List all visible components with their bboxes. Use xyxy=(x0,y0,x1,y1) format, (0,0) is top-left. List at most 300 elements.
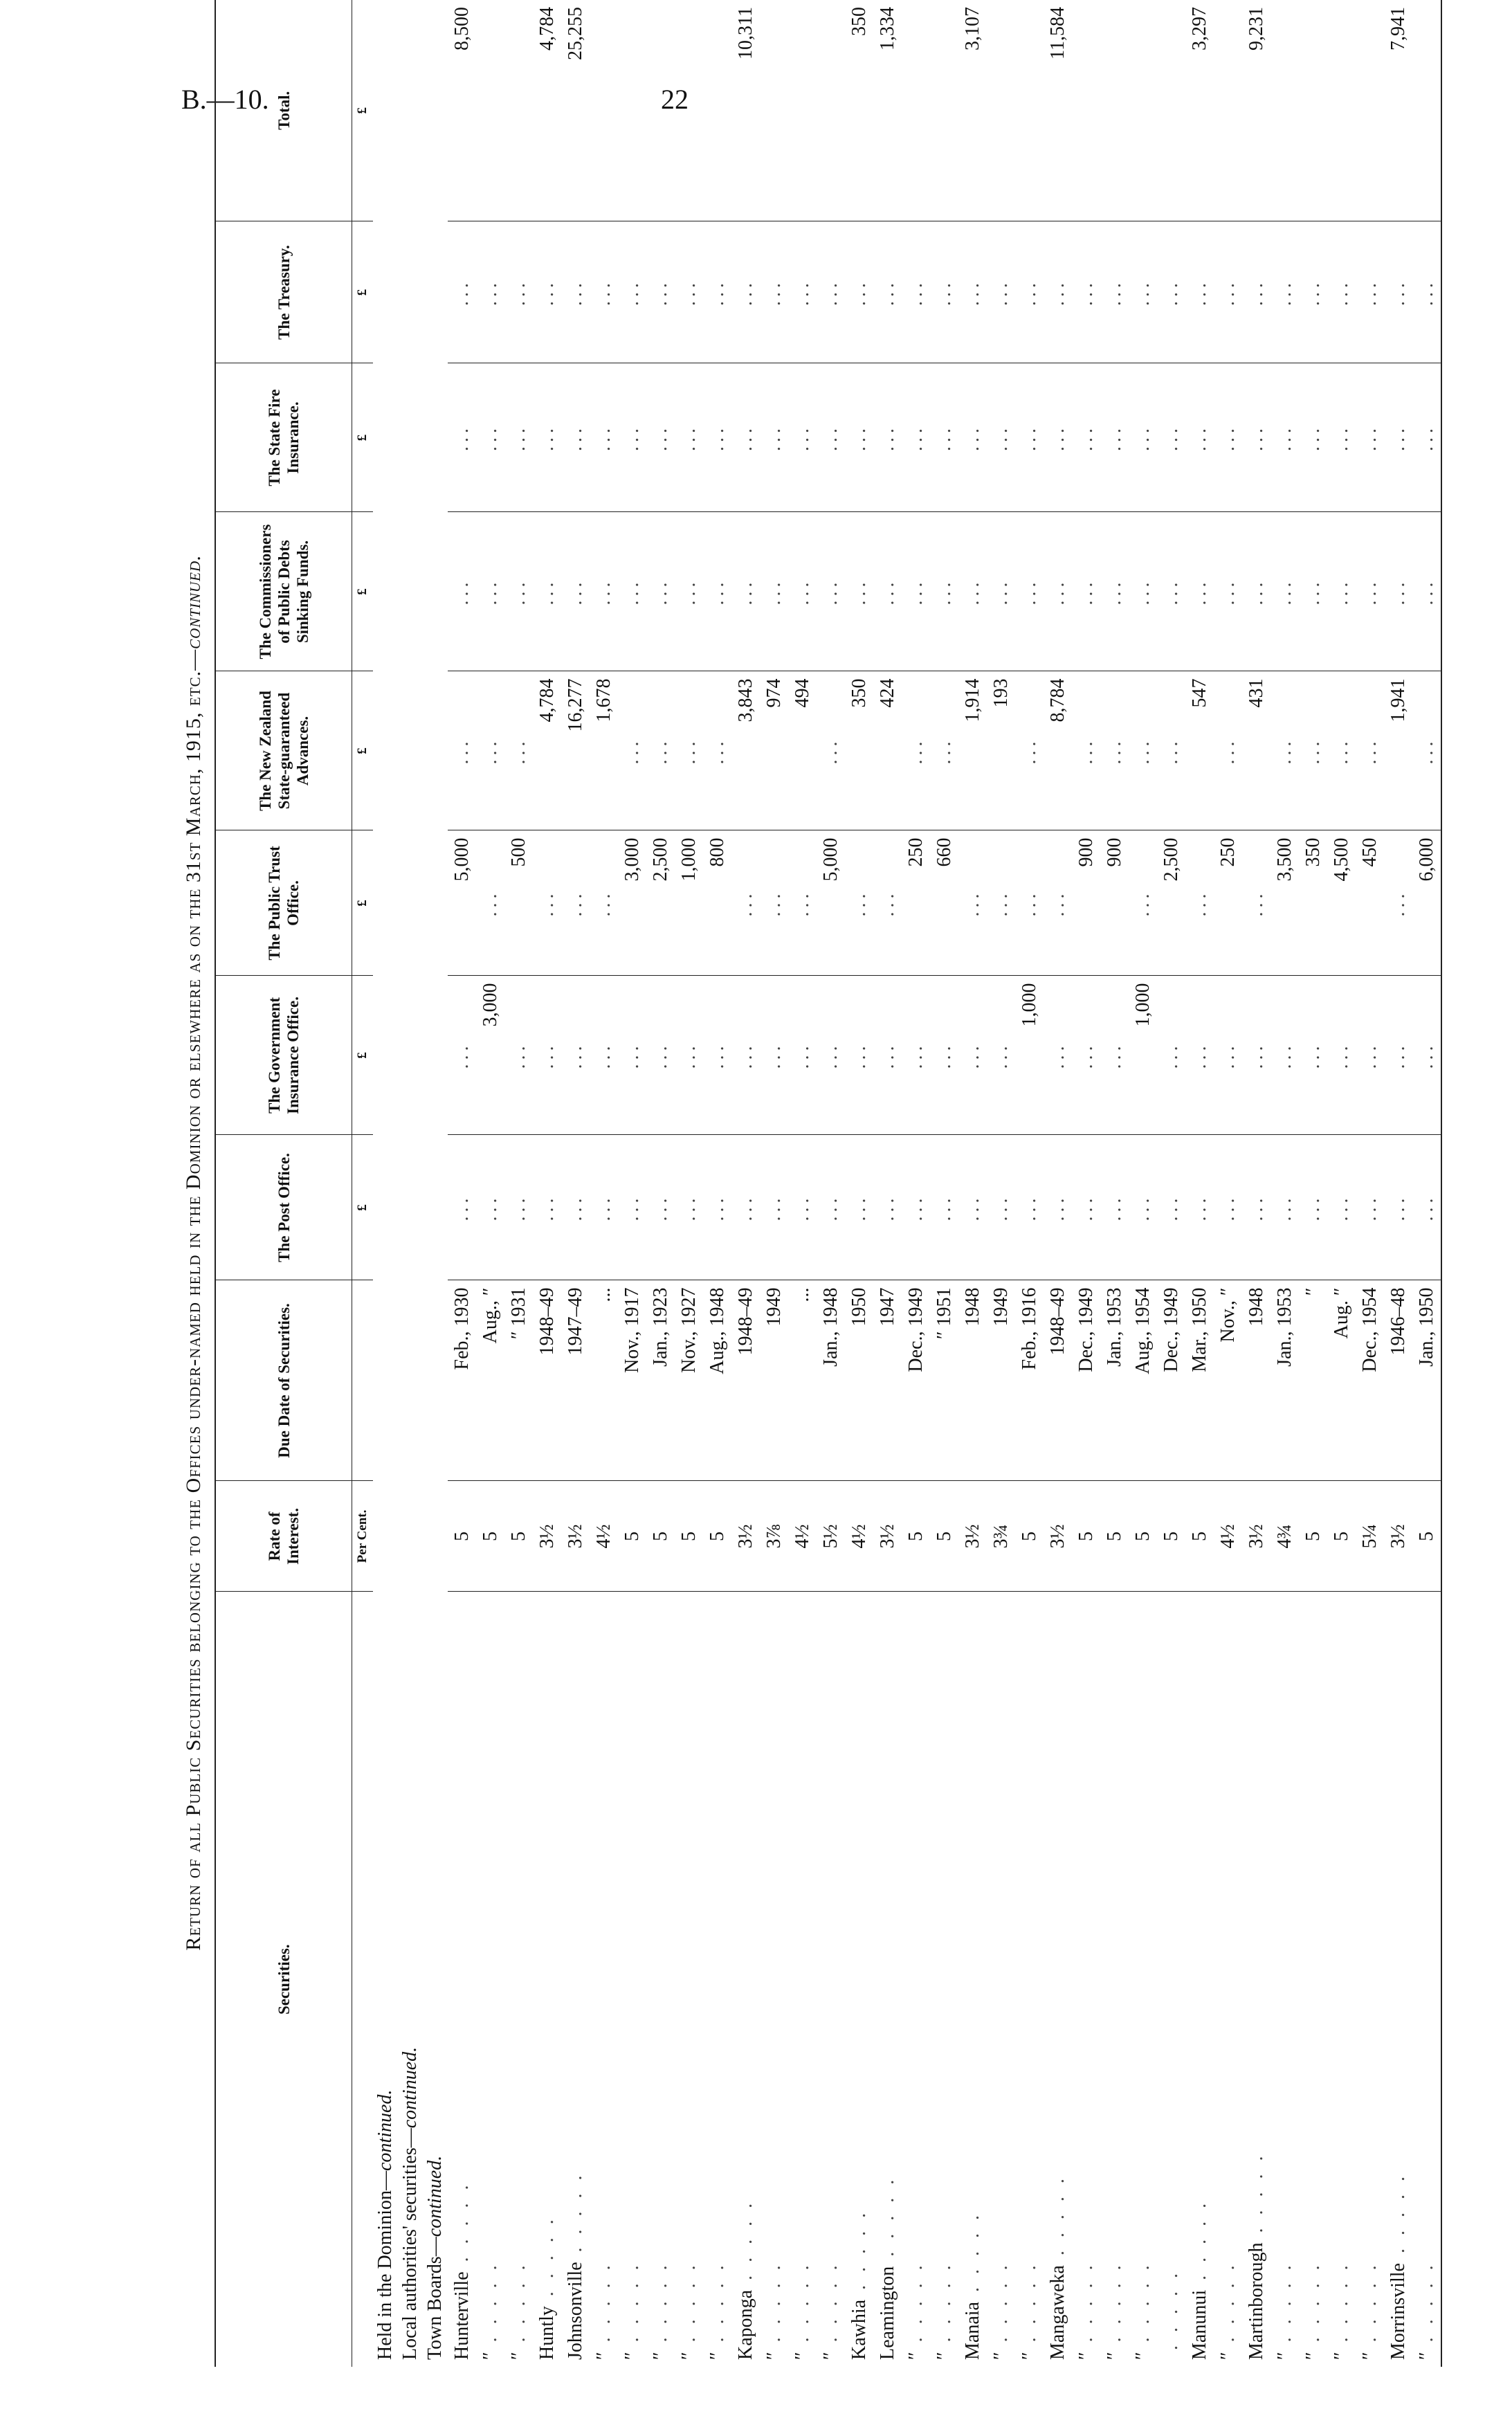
security-name: ″. . . . . xyxy=(1100,1592,1129,2367)
rate-cell: 4½ xyxy=(788,1481,817,1592)
treasury-cell: ... xyxy=(731,221,760,363)
security-name: ″. . . . . xyxy=(504,1592,533,2367)
fire-cell: ... xyxy=(1356,363,1384,512)
gio-cell: ... xyxy=(1299,976,1327,1135)
fire-cell: ... xyxy=(618,363,646,512)
fire-cell: ... xyxy=(1185,363,1214,512)
security-name: Huntly. . . . . xyxy=(533,1592,561,2367)
table-title xyxy=(173,138,215,2367)
fire-cell: ... xyxy=(845,363,873,512)
group-label: Town Boards—continued. xyxy=(424,2155,446,2360)
adv-cell: ... xyxy=(1327,671,1356,830)
total-cell xyxy=(646,0,675,221)
gio-cell: ... xyxy=(817,976,845,1135)
rate-cell: 3½ xyxy=(1384,1481,1412,1592)
gio-cell: ... xyxy=(873,976,902,1135)
total-cell: 3,297 xyxy=(1188,7,1210,51)
post-cell: ... xyxy=(1157,1135,1185,1280)
treasury-cell: ... xyxy=(1044,221,1072,363)
gio-cell: ... xyxy=(1384,976,1412,1135)
treasury-cell: ... xyxy=(788,221,817,363)
total-cell: 3,107 xyxy=(961,7,983,51)
table-row xyxy=(1384,0,1412,2367)
comm-cell: ... xyxy=(1214,512,1242,671)
treasury-cell: ... xyxy=(1242,221,1270,363)
adv-cell: 193 xyxy=(987,671,1015,830)
pto-cell: ... xyxy=(533,830,561,976)
adv-cell: ... xyxy=(1270,671,1299,830)
post-cell: ... xyxy=(958,1135,987,1280)
col-sinking-funds: The Commissioners of Public Debts Sinking Funds. xyxy=(215,512,352,671)
col-public-trust: The Public Trust Office. xyxy=(215,830,352,976)
gio-cell: ... xyxy=(788,976,817,1135)
treasury-cell: ... xyxy=(760,221,788,363)
adv-cell: ... xyxy=(817,671,845,830)
pto-cell: ... xyxy=(958,830,987,976)
comm-cell: ... xyxy=(533,512,561,671)
rate-cell: 4½ xyxy=(590,1481,618,1592)
table-row xyxy=(760,0,788,2367)
adv-cell: ... xyxy=(902,671,930,830)
group-label: Held in the Dominion—continued. xyxy=(374,2089,396,2360)
pto-cell: 900 xyxy=(1072,830,1100,976)
security-name: ″. . . . . xyxy=(703,1592,731,2367)
pto-cell: ... xyxy=(476,830,504,976)
comm-cell: ... xyxy=(1100,512,1129,671)
treasury-cell: ... xyxy=(930,221,958,363)
post-cell: ... xyxy=(1100,1135,1129,1280)
pto-cell: ... xyxy=(1015,830,1044,976)
gio-cell: ... xyxy=(930,976,958,1135)
treasury-cell: ... xyxy=(1129,221,1157,363)
treasury-cell: ... xyxy=(845,221,873,363)
gio-cell: ... xyxy=(590,976,618,1135)
security-name: Kawhia. . . . . xyxy=(845,1592,873,2367)
fire-cell: ... xyxy=(1412,363,1441,512)
due-date-cell: 1947 xyxy=(873,1280,902,1481)
treasury-cell: ... xyxy=(448,221,476,363)
post-cell: ... xyxy=(476,1135,504,1280)
total-cell: 25,255 xyxy=(564,7,586,60)
table-row xyxy=(1015,0,1044,2367)
due-date-cell: Nov., 1917 xyxy=(618,1280,646,1481)
fire-cell: ... xyxy=(873,363,902,512)
rate-cell: 5 xyxy=(1072,1481,1100,1592)
pto-cell: ... xyxy=(760,830,788,976)
security-name: ″. . . . . xyxy=(902,1592,930,2367)
rate-cell: 5½ xyxy=(817,1481,845,1592)
gio-cell: ... xyxy=(504,976,533,1135)
total-cell xyxy=(504,0,533,221)
group-label: Local authorities' securities—continued. xyxy=(399,2046,421,2360)
treasury-cell: ... xyxy=(817,221,845,363)
due-date-cell: 1948–49 xyxy=(533,1280,561,1481)
table-row xyxy=(1100,0,1129,2367)
post-cell: ... xyxy=(703,1135,731,1280)
fire-cell: ... xyxy=(987,363,1015,512)
comm-cell: ... xyxy=(675,512,703,671)
rate-cell: 3½ xyxy=(533,1481,561,1592)
gio-cell: ... xyxy=(1214,976,1242,1135)
pto-cell: 3,000 xyxy=(618,830,646,976)
rate-cell: 4½ xyxy=(1214,1481,1242,1592)
pto-cell: ... xyxy=(873,830,902,976)
security-name: ″. . . . . xyxy=(817,1592,845,2367)
comm-cell: ... xyxy=(1157,512,1185,671)
post-cell: ... xyxy=(930,1135,958,1280)
group-row xyxy=(423,0,448,2367)
adv-cell: 431 xyxy=(1242,671,1270,830)
pto-cell: 250 xyxy=(902,830,930,976)
comm-cell: ... xyxy=(1044,512,1072,671)
due-date-cell: Jan., 1950 xyxy=(1412,1280,1441,1481)
pto-cell: 5,000 xyxy=(448,830,476,976)
unit-securities xyxy=(352,1592,374,2367)
group-row xyxy=(398,0,423,2367)
security-name: ″. . . . . xyxy=(788,1592,817,2367)
due-date-cell: Jan., 1923 xyxy=(646,1280,675,1481)
pto-cell: 5,000 xyxy=(817,830,845,976)
gio-cell: ... xyxy=(1100,976,1129,1135)
fire-cell: ... xyxy=(1044,363,1072,512)
pto-cell: ... xyxy=(1384,830,1412,976)
due-date-cell: Feb., 1930 xyxy=(448,1280,476,1481)
header-row xyxy=(215,0,352,2367)
security-name: ″. . . . . xyxy=(1412,1592,1441,2367)
fire-cell: ... xyxy=(1100,363,1129,512)
fire-cell: ... xyxy=(561,363,590,512)
comm-cell: ... xyxy=(476,512,504,671)
security-name: ″. . . . . xyxy=(930,1592,958,2367)
comm-cell: ... xyxy=(788,512,817,671)
total-cell: 7,941 xyxy=(1387,7,1409,51)
rate-cell: 3⅞ xyxy=(760,1481,788,1592)
table-row xyxy=(845,0,873,2367)
total-cell: 9,231 xyxy=(1245,7,1267,51)
comm-cell: ... xyxy=(760,512,788,671)
rate-cell: 3½ xyxy=(873,1481,902,1592)
adv-cell: ... xyxy=(1157,671,1185,830)
table-row xyxy=(817,0,845,2367)
security-name: Johnsonville. . . . . xyxy=(561,1592,590,2367)
due-date-cell: Jan., 1953 xyxy=(1100,1280,1129,1481)
total-cell xyxy=(1072,0,1100,221)
pto-cell: ... xyxy=(987,830,1015,976)
table-row xyxy=(561,0,590,2367)
adv-cell: 1,914 xyxy=(958,671,987,830)
treasury-cell: ... xyxy=(1214,221,1242,363)
security-name: ″. . . . . xyxy=(1299,1592,1327,2367)
fire-cell: ... xyxy=(817,363,845,512)
adv-cell: 16,277 xyxy=(561,671,590,830)
adv-cell: ... xyxy=(703,671,731,830)
total-cell xyxy=(1299,0,1327,221)
comm-cell: ... xyxy=(504,512,533,671)
comm-cell: ... xyxy=(845,512,873,671)
post-cell: ... xyxy=(902,1135,930,1280)
pto-cell: 4,500 xyxy=(1327,830,1356,976)
col-government-insurance: The Government Insurance Office. xyxy=(215,976,352,1135)
comm-cell: ... xyxy=(561,512,590,671)
post-cell: ... xyxy=(1270,1135,1299,1280)
gio-cell: ... xyxy=(646,976,675,1135)
treasury-cell: ... xyxy=(675,221,703,363)
post-cell: ... xyxy=(618,1135,646,1280)
adv-cell: ... xyxy=(1299,671,1327,830)
gio-cell: ... xyxy=(703,976,731,1135)
unit-pto: £ xyxy=(352,830,374,976)
total-cell xyxy=(618,0,646,221)
total-cell: 11,584 xyxy=(1046,7,1068,60)
due-date-cell: ... xyxy=(788,1280,817,1481)
security-name: ″. . . . . xyxy=(1072,1592,1100,2367)
security-name: ″. . . . . xyxy=(675,1592,703,2367)
total-cell: 10,311 xyxy=(734,7,756,60)
pto-cell: ... xyxy=(1044,830,1072,976)
treasury-cell: ... xyxy=(1185,221,1214,363)
treasury-cell: ... xyxy=(1384,221,1412,363)
table-row xyxy=(788,0,817,2367)
due-date-cell: Jan., 1953 xyxy=(1270,1280,1299,1481)
fire-cell: ... xyxy=(675,363,703,512)
gio-cell: ... xyxy=(533,976,561,1135)
table-body xyxy=(352,0,1442,2367)
treasury-cell: ... xyxy=(533,221,561,363)
due-date-cell: 1950 xyxy=(845,1280,873,1481)
pto-cell: 350 xyxy=(1299,830,1327,976)
total-cell xyxy=(1157,0,1185,221)
post-cell: ... xyxy=(760,1135,788,1280)
comm-cell: ... xyxy=(731,512,760,671)
total-cell xyxy=(930,0,958,221)
post-cell: ... xyxy=(1185,1135,1214,1280)
treasury-cell: ... xyxy=(1100,221,1129,363)
rate-cell: 5 xyxy=(1015,1481,1044,1592)
security-name: ″. . . . . xyxy=(1356,1592,1384,2367)
post-cell: ... xyxy=(561,1135,590,1280)
fire-cell: ... xyxy=(646,363,675,512)
comm-cell: ... xyxy=(987,512,1015,671)
fire-cell: ... xyxy=(476,363,504,512)
due-date-cell: 1948 xyxy=(958,1280,987,1481)
table-row xyxy=(1185,0,1214,2367)
rate-cell: 5 xyxy=(1129,1481,1157,1592)
comm-cell: ... xyxy=(817,512,845,671)
fire-cell: ... xyxy=(1384,363,1412,512)
adv-cell: 8,784 xyxy=(1044,671,1072,830)
gio-cell: ... xyxy=(1356,976,1384,1135)
treasury-cell: ... xyxy=(1270,221,1299,363)
post-cell: ... xyxy=(1299,1135,1327,1280)
adv-cell: 350 xyxy=(845,671,873,830)
due-date-cell: Aug. ″ xyxy=(1327,1280,1356,1481)
due-date-cell: Aug., 1948 xyxy=(703,1280,731,1481)
gio-cell: ... xyxy=(675,976,703,1135)
pto-cell: ... xyxy=(845,830,873,976)
table-row xyxy=(1270,0,1299,2367)
gio-cell: ... xyxy=(1242,976,1270,1135)
rate-cell: 5 xyxy=(476,1481,504,1592)
rate-cell: 5 xyxy=(1327,1481,1356,1592)
rate-cell: 5 xyxy=(1100,1481,1129,1592)
col-securities: Securities. xyxy=(215,1592,352,2367)
table-row xyxy=(504,0,533,2367)
total-cell xyxy=(1412,0,1441,221)
adv-cell: ... xyxy=(1356,671,1384,830)
treasury-cell: ... xyxy=(590,221,618,363)
treasury-cell: ... xyxy=(987,221,1015,363)
comm-cell: ... xyxy=(1072,512,1100,671)
rate-cell: 3½ xyxy=(958,1481,987,1592)
due-date-cell: ... xyxy=(590,1280,618,1481)
fire-cell: ... xyxy=(1129,363,1157,512)
adv-cell: ... xyxy=(930,671,958,830)
total-cell xyxy=(1270,0,1299,221)
total-cell xyxy=(703,0,731,221)
fire-cell: ... xyxy=(448,363,476,512)
post-cell: ... xyxy=(873,1135,902,1280)
table-row xyxy=(958,0,987,2367)
adv-cell: ... xyxy=(504,671,533,830)
gio-cell: ... xyxy=(1412,976,1441,1135)
total-cell xyxy=(1214,0,1242,221)
unit-row xyxy=(352,0,374,2367)
pto-cell: 6,000 xyxy=(1412,830,1441,976)
comm-cell: ... xyxy=(1242,512,1270,671)
due-date-cell: Dec., 1949 xyxy=(1072,1280,1100,1481)
fire-cell: ... xyxy=(1242,363,1270,512)
col-rate: Rate of Interest. xyxy=(215,1481,352,1592)
post-cell: ... xyxy=(1327,1135,1356,1280)
rate-cell: 5 xyxy=(930,1481,958,1592)
unit-due xyxy=(352,1280,374,1481)
post-cell: ... xyxy=(1412,1135,1441,1280)
pto-cell: 450 xyxy=(1356,830,1384,976)
table-row xyxy=(448,0,476,2367)
gio-cell: ... xyxy=(448,976,476,1135)
due-date-cell: 1948 xyxy=(1242,1280,1270,1481)
comm-cell: ... xyxy=(1327,512,1356,671)
gio-cell: 3,000 xyxy=(476,976,504,1135)
gio-cell: ... xyxy=(618,976,646,1135)
gio-cell: ... xyxy=(1157,976,1185,1135)
total-cell xyxy=(1015,0,1044,221)
adv-cell: 1,678 xyxy=(590,671,618,830)
post-cell: ... xyxy=(1072,1135,1100,1280)
unit-comm: £ xyxy=(352,512,374,671)
due-date-cell: Jan., 1948 xyxy=(817,1280,845,1481)
fire-cell: ... xyxy=(1015,363,1044,512)
fire-cell: ... xyxy=(731,363,760,512)
fire-cell: ... xyxy=(958,363,987,512)
treasury-cell: ... xyxy=(1072,221,1100,363)
due-date-cell: Aug., ″ xyxy=(476,1280,504,1481)
table-row xyxy=(476,0,504,2367)
pto-cell: ... xyxy=(590,830,618,976)
table-title-continued: continued. xyxy=(182,554,205,649)
security-name: Hunterville. . . . . xyxy=(448,1592,476,2367)
total-cell xyxy=(590,0,618,221)
pto-cell: 1,000 xyxy=(675,830,703,976)
table-row xyxy=(731,0,760,2367)
col-treasury: The Treasury. xyxy=(215,221,352,363)
comm-cell: ... xyxy=(1270,512,1299,671)
gio-cell: ... xyxy=(760,976,788,1135)
total-cell xyxy=(788,0,817,221)
unit-post: £ xyxy=(352,1135,374,1280)
adv-cell: 424 xyxy=(873,671,902,830)
table-title-main: Return of all Public Securities belonging to the Offices under-named held in the Dominion or elsewhere as on the 31st March, 1915, etc.— xyxy=(182,648,205,1951)
adv-cell: ... xyxy=(1072,671,1100,830)
gio-cell: 1,000 xyxy=(1129,976,1157,1135)
securities-table xyxy=(215,0,1442,2367)
comm-cell: ... xyxy=(1129,512,1157,671)
due-date-cell: Feb., 1916 xyxy=(1015,1280,1044,1481)
rate-cell: 5 xyxy=(703,1481,731,1592)
pto-cell: 500 xyxy=(504,830,533,976)
rate-cell: 3½ xyxy=(1044,1481,1072,1592)
gio-cell: ... xyxy=(987,976,1015,1135)
pto-cell: ... xyxy=(1242,830,1270,976)
rate-cell: 5 xyxy=(448,1481,476,1592)
pto-cell: 2,500 xyxy=(1157,830,1185,976)
rate-cell: 5 xyxy=(1412,1481,1441,1592)
table-row xyxy=(703,0,731,2367)
table-row xyxy=(987,0,1015,2367)
unit-fire: £ xyxy=(352,363,374,512)
post-cell: ... xyxy=(1044,1135,1072,1280)
total-cell: 4,784 xyxy=(536,7,558,51)
due-date-cell: 1948–49 xyxy=(1044,1280,1072,1481)
due-date-cell: 1947–49 xyxy=(561,1280,590,1481)
fire-cell: ... xyxy=(1157,363,1185,512)
gio-cell: 1,000 xyxy=(1015,976,1044,1135)
table-row xyxy=(873,0,902,2367)
adv-cell: ... xyxy=(448,671,476,830)
total-cell xyxy=(1327,0,1356,221)
due-date-cell: Dec., 1949 xyxy=(902,1280,930,1481)
table-row xyxy=(1157,0,1185,2367)
post-cell: ... xyxy=(817,1135,845,1280)
fire-cell: ... xyxy=(788,363,817,512)
due-date-cell: ″ xyxy=(1299,1280,1327,1481)
due-date-cell: 1949 xyxy=(760,1280,788,1481)
adv-cell: ... xyxy=(646,671,675,830)
gio-cell: ... xyxy=(902,976,930,1135)
col-advances: The New Zealand State-guaranteed Advances. xyxy=(215,671,352,830)
fire-cell: ... xyxy=(930,363,958,512)
total-cell xyxy=(675,0,703,221)
security-name: ″. . . . . xyxy=(760,1592,788,2367)
fire-cell: ... xyxy=(1299,363,1327,512)
comm-cell: ... xyxy=(703,512,731,671)
table-row xyxy=(1412,0,1441,2367)
comm-cell: ... xyxy=(448,512,476,671)
comm-cell: ... xyxy=(1015,512,1044,671)
col-due-date: Due Date of Securities. xyxy=(215,1280,352,1481)
document-reference: B.—10. xyxy=(181,84,269,115)
comm-cell: ... xyxy=(1299,512,1327,671)
due-date-cell: Nov., 1927 xyxy=(675,1280,703,1481)
table-row xyxy=(930,0,958,2367)
treasury-cell: ... xyxy=(1299,221,1327,363)
table-row xyxy=(1356,0,1384,2367)
security-name: Martinborough. . . . . xyxy=(1242,1592,1270,2367)
unit-treasury: £ xyxy=(352,221,374,363)
security-name: Manaia. . . . . xyxy=(958,1592,987,2367)
gio-cell: ... xyxy=(1044,976,1072,1135)
comm-cell: ... xyxy=(618,512,646,671)
